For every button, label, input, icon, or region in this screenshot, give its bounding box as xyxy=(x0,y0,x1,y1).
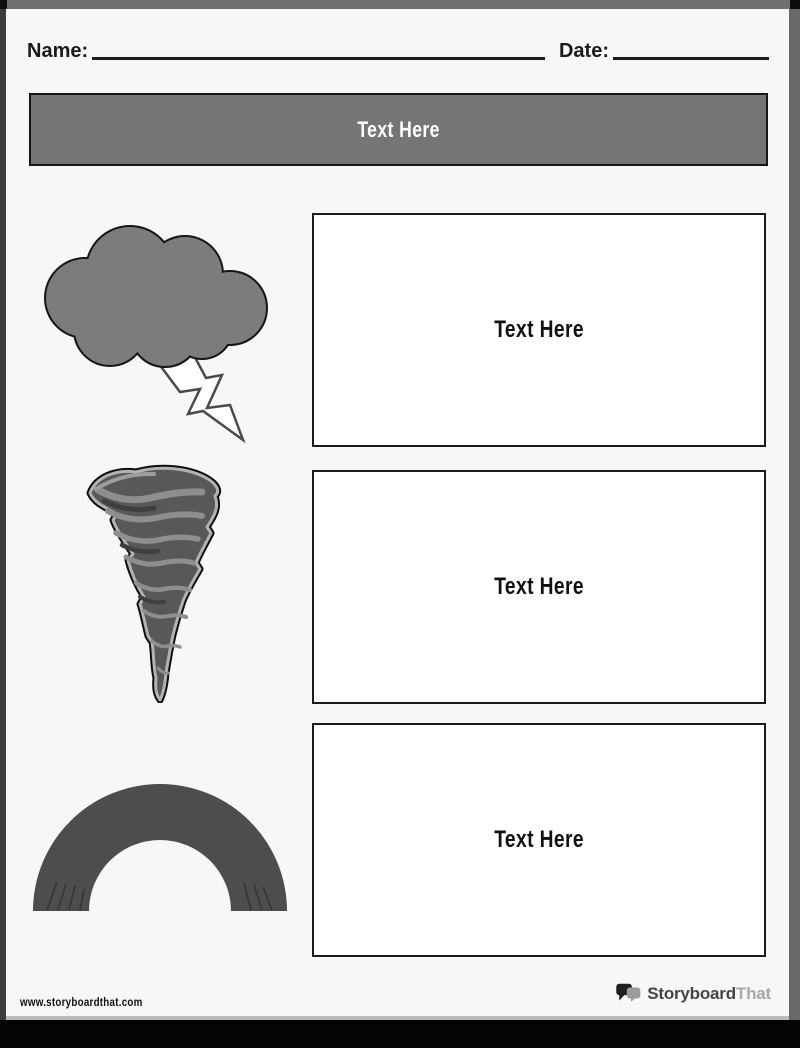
frame-top xyxy=(0,0,800,9)
brand-primary: Storyboard xyxy=(647,983,736,1003)
tornado-icon[interactable] xyxy=(82,463,228,703)
brand-text xyxy=(647,985,771,1002)
worksheet-title-box[interactable] xyxy=(29,93,768,166)
name-blank-line[interactable] xyxy=(92,39,545,60)
website-url xyxy=(20,997,164,1009)
title-placeholder-text: Text Here xyxy=(357,116,440,142)
text-placeholder-1: Text Here xyxy=(494,316,584,343)
date-blank-line[interactable] xyxy=(613,39,769,60)
storyboardthat-logo xyxy=(615,981,771,1005)
frame-right xyxy=(789,9,800,1020)
speech-bubbles-icon xyxy=(615,981,642,1005)
website-url-text: www.storyboardthat.com xyxy=(20,997,143,1009)
text-placeholder-2: Text Here xyxy=(494,573,584,600)
name-date-row xyxy=(27,39,769,62)
frame-corner-right xyxy=(790,0,800,9)
storm-cloud-lightning-icon[interactable] xyxy=(42,224,272,446)
text-box-1[interactable] xyxy=(312,213,766,447)
frame-corner-left xyxy=(0,0,7,9)
text-box-2[interactable] xyxy=(312,470,766,704)
bottom-black-bar xyxy=(0,1020,800,1048)
worksheet-page xyxy=(6,9,789,1016)
rainbow-icon[interactable] xyxy=(33,783,287,913)
name-label: Name: xyxy=(27,40,89,62)
brand-secondary: That xyxy=(735,983,771,1003)
text-placeholder-3: Text Here xyxy=(494,826,584,853)
text-box-3[interactable] xyxy=(312,723,766,957)
date-label: Date: xyxy=(558,40,609,62)
